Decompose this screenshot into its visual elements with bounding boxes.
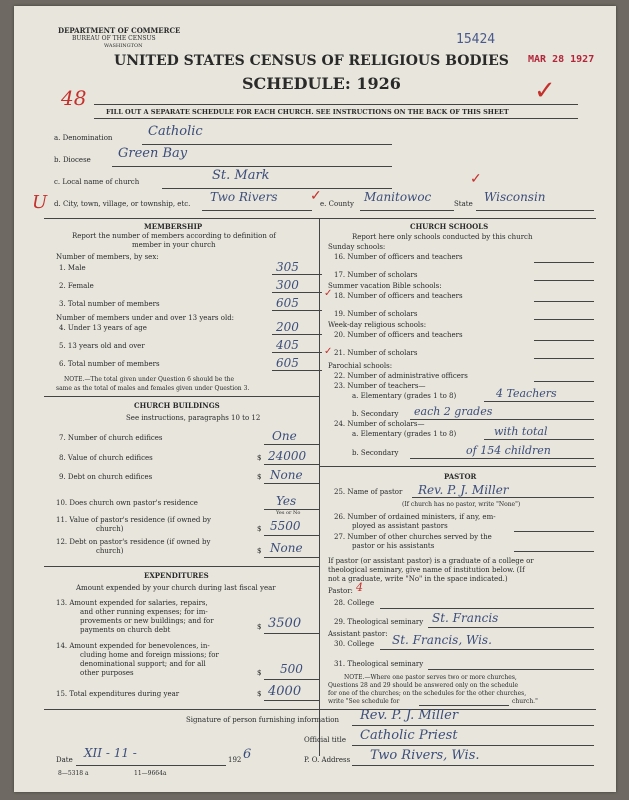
q14-label-2: cluding home and foreign missions; for: [80, 651, 219, 659]
year-value: 6: [243, 747, 252, 762]
q15-label: 15. Total expenditures during year: [56, 690, 180, 698]
city-field-label: d. City, town, village, or township, etc.: [54, 200, 191, 208]
q23b-value: each 2 grades: [414, 405, 493, 418]
date-label: Date: [56, 756, 73, 764]
q22-label: 22. Number of administrative officers: [334, 372, 468, 380]
church-name-label: c. Local name of church: [54, 178, 140, 186]
denomination-value: Catholic: [148, 124, 203, 139]
q14-label-3: denominational support; and for all: [80, 660, 206, 668]
state-value: Wisconsin: [484, 190, 546, 204]
q11-label-2: church): [96, 525, 124, 533]
dollar-sign: $: [257, 525, 262, 533]
expenditures-heading: EXPENDITURES: [144, 571, 209, 580]
buildings-heading: CHURCH BUILDINGS: [134, 401, 220, 410]
pastor-note-2: Questions 28 and 29 should be answered only on the schedule: [328, 682, 519, 689]
form-title: UNITED STATES CENSUS OF RELIGIOUS BODIES: [114, 53, 509, 69]
signature-value: Rev. P. J. Miller: [360, 708, 459, 723]
q25-value: Rev. P. J. Miller: [418, 483, 509, 497]
q23b-label: b. Secondary: [352, 410, 399, 418]
q18-label: 18. Number of officers and teachers: [334, 292, 463, 300]
q14-label-4: other purposes: [80, 669, 134, 677]
pastor-note-3: for one of the churches; on the schedules for the other churches,: [328, 690, 527, 697]
diocese-value: Green Bay: [118, 146, 188, 161]
q2-value: 300: [276, 278, 299, 292]
q16-label: 16. Number of officers and teachers: [334, 253, 463, 261]
q29-value: St. Francis: [432, 611, 499, 625]
q23a-label: a. Elementary (grades 1 to 8): [352, 392, 457, 400]
parochial-label: Parochial schools:: [328, 362, 393, 370]
dollar-sign: $: [257, 690, 262, 698]
membership-heading: MEMBERSHIP: [144, 222, 203, 231]
q3-label: 3. Total number of members: [59, 300, 160, 308]
city-value: Two Rivers: [210, 190, 278, 204]
instruction-line: FILL OUT A SEPARATE SCHEDULE FOR EACH CHURCH. SEE INSTRUCTIONS ON THE BACK OF THIS SHEET: [106, 108, 509, 116]
q24a-value: with total: [494, 425, 548, 438]
q7-label: 7. Number of church edifices: [59, 434, 163, 442]
q9-label: 9. Debt on church edifices: [59, 473, 153, 481]
q9-value: None: [270, 468, 303, 482]
q13-label: 13. Amount expended for salaries, repairs,: [56, 599, 208, 607]
q3-value: 605: [276, 296, 299, 310]
q10-label: 10. Does church own pastor's residence: [56, 499, 198, 507]
schools-intro: Report here only schools conducted by this church: [352, 233, 533, 241]
q24-label: 24. Number of scholars—: [334, 420, 425, 428]
age-heading: Number of members under and over 13 years old:: [56, 314, 235, 322]
graduate-text-2: theological seminary, give name of institution below. (If: [328, 566, 525, 574]
city-label: WASHINGTON: [104, 43, 143, 49]
q4-value: 200: [276, 320, 299, 334]
census-schedule-sheet: [14, 6, 616, 792]
serial-number: 15424: [456, 32, 496, 47]
signature-label: Signature of person furnishing information: [186, 716, 340, 724]
membership-intro-2: member in your church: [132, 241, 216, 249]
form-code-2: 11—9664a: [134, 770, 167, 777]
q15-value: 4000: [268, 684, 302, 699]
q8-label: 8. Value of church edifices: [59, 454, 153, 462]
q7-value: One: [272, 429, 297, 443]
schedule-year: SCHEDULE: 1926: [242, 74, 401, 93]
membership-note-2: same as the total of males and females given under Question 3.: [56, 385, 250, 392]
dollar-sign: $: [257, 669, 262, 677]
graduate-text-3: not a graduate, write "No" in the space indicated.): [328, 575, 508, 583]
q6-value: 605: [276, 356, 299, 370]
q27-label-2: pastor or his assistants: [352, 542, 435, 550]
date-value: XII - 11 -: [84, 746, 137, 760]
pastor-note-4: write "See schedule for: [328, 698, 400, 705]
q26-label-2: ployed as assistant pastors: [352, 522, 448, 530]
q23a-value: 4 Teachers: [496, 387, 557, 400]
official-title-value: Catholic Priest: [360, 728, 458, 743]
q24b-label: b. Secondary: [352, 449, 399, 457]
graduate-text: If pastor (or assistant pastor) is a graduate of a college or: [328, 557, 534, 565]
q6-label: 6. Total number of members: [59, 360, 160, 368]
q8-value: 24000: [268, 449, 307, 463]
pastor-note: NOTE.—Where one pastor serves two or more churches,: [344, 674, 517, 681]
q11-value: 5500: [270, 519, 301, 533]
q28-label: 28. College: [334, 599, 375, 607]
schools-heading: CHURCH SCHOOLS: [410, 222, 489, 231]
diocese-label: b. Diocese: [54, 156, 91, 164]
q19-label: 19. Number of scholars: [334, 310, 418, 318]
weekday-label: Week-day religious schools:: [328, 321, 427, 329]
q13-label-3: provements or new buildings; and for: [80, 617, 214, 625]
check-mark-icon: ✓: [324, 346, 333, 357]
membership-note: NOTE.—The total given under Question 6 should be the: [64, 376, 235, 383]
pastor-heading: PASTOR: [444, 472, 477, 481]
yes-no-hint: Yes or No: [276, 510, 301, 516]
q27-label: 27. Number of other churches served by the: [334, 533, 492, 541]
po-address-label: P. O. Address: [304, 756, 351, 764]
q1-value: 305: [276, 260, 299, 274]
dollar-sign: $: [257, 547, 262, 555]
q17-label: 17. Number of scholars: [334, 271, 418, 279]
q13-label-2: and other running expenses; for im-: [80, 608, 208, 616]
year-label: 192: [228, 756, 242, 764]
bureau-label: BUREAU OF THE CENSUS: [72, 35, 156, 42]
q26-label: 26. Number of ordained ministers, if any, em-: [334, 513, 496, 521]
q29-label: 29. Theological seminary: [334, 618, 424, 626]
q14-label: 14. Amount expended for benevolences, in-: [56, 642, 210, 650]
po-address-value: Two Rivers, Wis.: [370, 748, 480, 763]
margin-mark: U: [32, 192, 48, 213]
q13-value: 3500: [268, 616, 302, 631]
q12-label-2: church): [96, 547, 124, 555]
pastor-note-5: church.": [512, 698, 538, 705]
q4-label: 4. Under 13 years of age: [59, 324, 147, 332]
dept-label: DEPARTMENT OF COMMERCE: [58, 26, 181, 35]
q31-label: 31. Theological seminary: [334, 660, 424, 668]
q24a-label: a. Elementary (grades 1 to 8): [352, 430, 457, 438]
q21-label: 21. Number of scholars: [334, 349, 418, 357]
q10-value: Yes: [276, 494, 297, 508]
handwritten-number: 48: [61, 86, 87, 110]
sunday-label: Sunday schools:: [328, 243, 386, 251]
q20-label: 20. Number of officers and teachers: [334, 331, 463, 339]
q25-label: 25. Name of pastor: [334, 488, 403, 496]
received-stamp: MAR 28 1927: [528, 54, 595, 65]
church-name-value: St. Mark: [212, 168, 270, 183]
county-label: e. County: [320, 200, 354, 208]
official-title-label: Official title: [304, 736, 346, 744]
q24b-value: of 154 children: [466, 444, 551, 457]
q2-label: 2. Female: [59, 282, 94, 290]
form-code: 8—5318 a: [58, 770, 89, 777]
check-mark-icon: ✓: [470, 171, 482, 187]
check-mark-icon: ✓: [310, 188, 322, 204]
q5-label: 5. 13 years old and over: [59, 342, 145, 350]
buildings-sub: See instructions, paragraphs 10 to 12: [126, 414, 261, 422]
q30-value: St. Francis, Wis.: [392, 633, 492, 647]
pastor-subheading: Pastor:: [328, 587, 353, 595]
q25-note: (If church has no pastor, write "None"): [402, 501, 521, 508]
county-value: Manitowoc: [364, 190, 432, 204]
dollar-sign: $: [257, 454, 262, 462]
q23-label: 23. Number of teachers—: [334, 382, 426, 390]
expenditures-sub: Amount expended by your church during last fiscal year: [76, 584, 276, 592]
assistant-subheading: Assistant pastor:: [328, 630, 388, 638]
check-mark-icon: ✓: [324, 288, 333, 299]
q12-value: None: [270, 541, 303, 555]
q12-label: 12. Debt on pastor's residence (if owned by: [56, 538, 211, 546]
q5-value: 405: [276, 338, 299, 352]
summer-label: Summer vacation Bible schools:: [328, 282, 442, 290]
q13-label-4: payments on church debt: [80, 626, 171, 634]
pastor-mark: 4: [356, 581, 363, 594]
dollar-sign: $: [257, 623, 262, 631]
q1-label: 1. Male: [59, 264, 86, 272]
membership-intro: Report the number of members according to definition of: [72, 232, 276, 240]
dollar-sign: $: [257, 473, 262, 481]
check-mark-icon: ✓: [534, 76, 556, 106]
q14-value: 500: [280, 662, 303, 676]
q30-label: 30. College: [334, 640, 375, 648]
denomination-label: a. Denomination: [54, 134, 113, 142]
state-label: State: [454, 200, 473, 208]
q11-label: 11. Value of pastor's residence (if owned by: [56, 516, 211, 524]
by-sex-label: Number of members, by sex:: [56, 253, 159, 261]
